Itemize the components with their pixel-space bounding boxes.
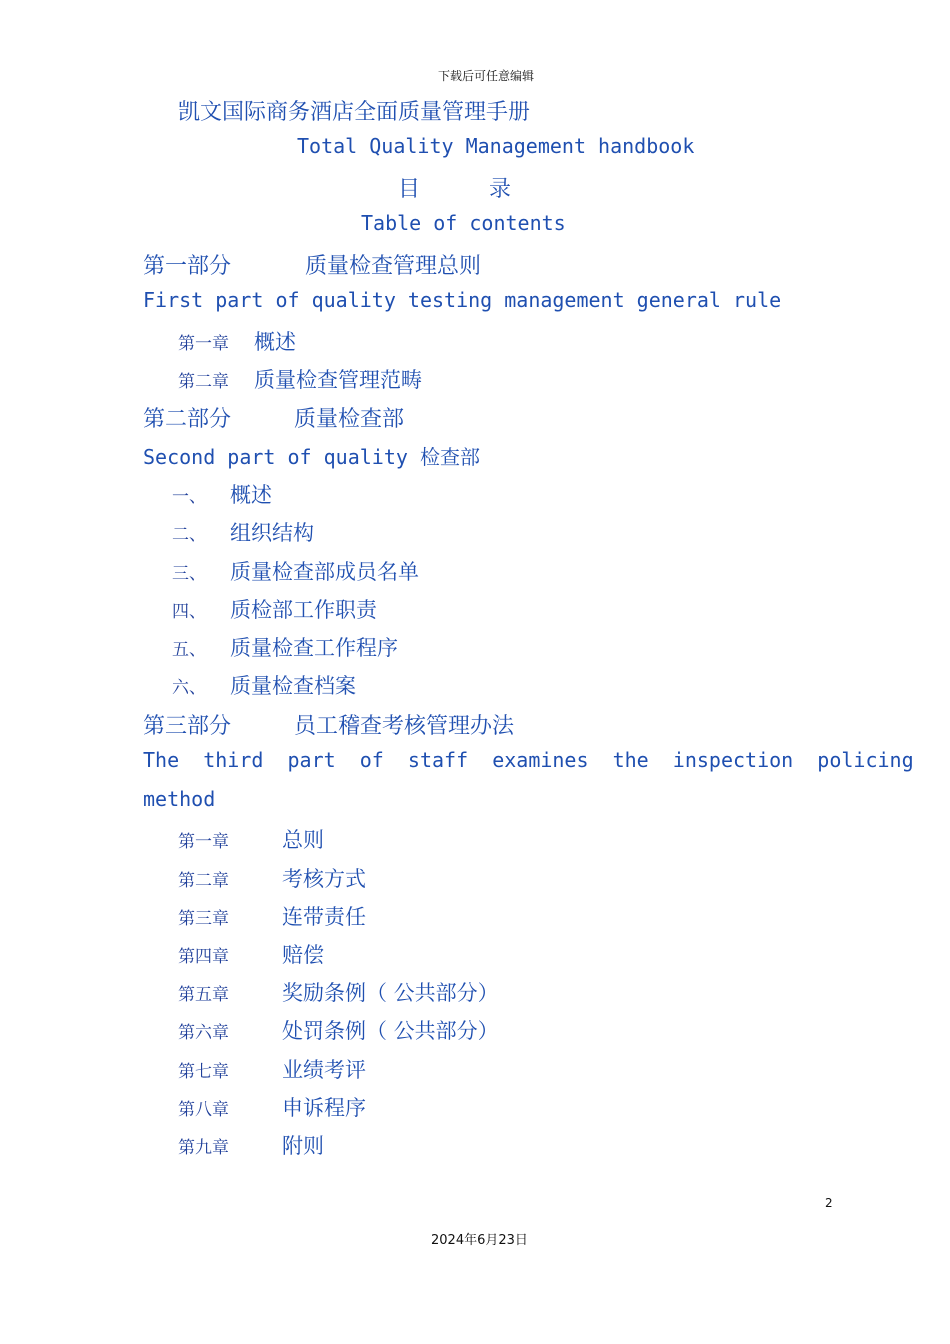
part3-number: 第三部分 xyxy=(143,714,232,739)
part3-chapter-number: 第九章 xyxy=(178,1138,229,1158)
part3-english-line1: The third part of staff examines the inspection policing xyxy=(143,748,914,772)
part1-chapter-number: 第二章 xyxy=(178,372,229,392)
part2-english-text: Second part of quality xyxy=(143,445,420,469)
part3-chapter-title: 处罚条例（ 公共部分） xyxy=(282,1019,499,1043)
part2-item-title: 质检部工作职责 xyxy=(230,598,377,622)
title-chinese: 凯文国际商务酒店全面质量管理手册 xyxy=(178,100,531,125)
part2-item-title: 质量检查档案 xyxy=(230,674,356,698)
part1-chapter-number: 第一章 xyxy=(178,334,229,354)
part2-item-number: 一、 xyxy=(172,487,206,507)
part3-chapter-number: 第二章 xyxy=(178,871,229,891)
part2-item-title: 质量检查部成员名单 xyxy=(230,560,419,584)
part2-item-number: 五、 xyxy=(172,640,206,660)
part1-number: 第一部分 xyxy=(143,254,232,279)
part3-chapter-title: 连带责任 xyxy=(282,905,366,929)
part2-item-title: 组织结构 xyxy=(230,521,314,545)
part3-chapter-title: 考核方式 xyxy=(282,867,366,891)
toc-heading-char-1: 目 xyxy=(398,177,421,202)
part2-item-number: 六、 xyxy=(172,678,206,698)
part3-chapter-number: 第七章 xyxy=(178,1062,229,1082)
part3-chapter-title: 附则 xyxy=(282,1134,324,1158)
part1-title: 质量检查管理总则 xyxy=(305,254,482,279)
toc-heading-english: Table of contents xyxy=(361,211,566,235)
part3-chapter-number: 第八章 xyxy=(178,1100,229,1120)
part2-english-cjk: 检查部 xyxy=(419,445,480,469)
part3-chapter-title: 赔偿 xyxy=(282,943,324,967)
page-header: 下载后可任意编辑 xyxy=(438,69,535,83)
part3-title: 员工稽查考核管理办法 xyxy=(294,714,515,739)
part2-english xyxy=(143,441,480,470)
part3-chapter-number: 第三章 xyxy=(178,909,229,929)
part3-chapter-number: 第四章 xyxy=(178,947,229,967)
part2-title: 质量检查部 xyxy=(294,407,405,432)
part2-item-title: 质量检查工作程序 xyxy=(230,636,398,660)
part3-chapter-number: 第六章 xyxy=(178,1023,229,1043)
part1-english: First part of quality testing management general rule xyxy=(143,288,782,312)
part3-chapter-title: 总则 xyxy=(282,828,324,852)
part3-chapter-title: 申诉程序 xyxy=(282,1096,366,1120)
part3-chapter-title: 业绩考评 xyxy=(282,1058,366,1082)
title-english: Total Quality Management handbook xyxy=(297,134,695,158)
page-number: 2 xyxy=(825,1196,833,1210)
part2-number: 第二部分 xyxy=(143,407,232,432)
part3-english-line2: method xyxy=(143,787,216,811)
part3-chapter-number: 第五章 xyxy=(178,985,229,1005)
part3-chapter-title: 奖励条例（ 公共部分） xyxy=(282,981,499,1005)
part3-chapter-number: 第一章 xyxy=(178,832,229,852)
part2-item-title: 概述 xyxy=(230,483,272,507)
footer-date: 2024年6月23日 xyxy=(431,1233,528,1248)
part2-item-number: 四、 xyxy=(172,602,206,622)
part2-item-number: 三、 xyxy=(172,564,206,584)
part2-item-number: 二、 xyxy=(172,525,206,545)
part1-chapter-title: 质量检查管理范畴 xyxy=(254,368,422,392)
part1-chapter-title: 概述 xyxy=(254,330,296,354)
toc-heading-char-2: 录 xyxy=(489,177,512,202)
